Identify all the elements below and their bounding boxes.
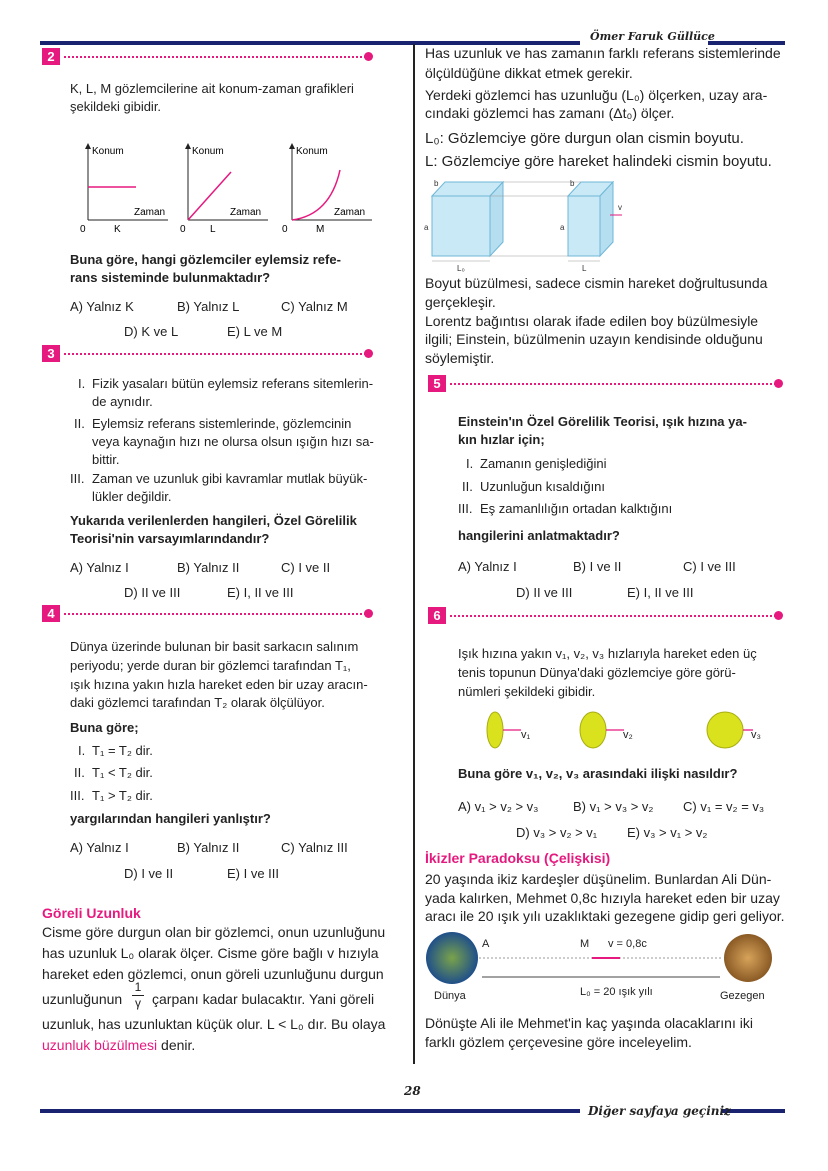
option-d[interactable]: D) II ve III (124, 585, 181, 600)
text: söylemiştir. (425, 350, 495, 366)
text: 20 yaşında ikiz kardeşler düşünelim. Bunlardan Ali Dün- (425, 871, 772, 887)
question-number: 5 (428, 375, 446, 392)
option-a[interactable]: A) Yalnız I (70, 560, 129, 575)
roman: II. (74, 765, 85, 780)
text: hareket eden gözlemci, onun göreli uzunluğunu durgun (42, 966, 384, 982)
text: yada kalırken, Mehmet 0,8c hızıyla hareket eden bir uzay (425, 890, 780, 906)
option-d[interactable]: D) v₃ > v₂ > v₁ (516, 825, 598, 840)
option-c[interactable]: C) Yalnız III (281, 840, 348, 855)
text: Has uzunluk ve has zamanın farklı referans sistemlerinde (425, 45, 781, 61)
statement: Eylemsiz referans sistemlerinde, gözlemcinin (92, 416, 352, 431)
text: periyodu; yerde duran bir gözlemci tarafından T₁, (70, 658, 351, 673)
fraction-denominator: γ (135, 996, 141, 1010)
tennis-ball-3 (707, 712, 743, 748)
option-e[interactable]: E) v₃ > v₁ > v₂ (627, 825, 708, 840)
roman: I. (78, 743, 86, 758)
text: nümleri şekildeki gibidir. (458, 684, 596, 699)
text: tenis topunun Dünya'daki gözlemciye göre görü- (458, 665, 736, 680)
text: uzunluk, has uzunluktan küçük olur. L < L₀ dır. Bu olaya (42, 1016, 386, 1032)
length-contraction-figure (420, 172, 640, 272)
svg-text:0: 0 (180, 224, 186, 235)
svg-text:L: L (210, 224, 216, 235)
divider-dot (774, 611, 783, 620)
option-c[interactable]: C) Yalnız M (281, 299, 348, 314)
text: ölçüldüğüne dikkat etmek gerekir. (425, 65, 633, 81)
text: ilgili; Einstein, büzülmenin uzayın kendisinde olduğunu (425, 331, 763, 347)
section-title: İkizler Paradoksu (Çelişkisi) (425, 850, 611, 866)
next-page-note: Diğer sayfaya geçiniz (588, 1104, 731, 1118)
option-b[interactable]: B) I ve II (573, 559, 622, 574)
question-text: rans sisteminde bulunmaktadır? (70, 270, 271, 285)
fraction-numerator: 1 (132, 980, 144, 996)
graph-k (80, 146, 168, 235)
section-title: Göreli Uzunluk (42, 905, 141, 921)
option-a[interactable]: A) Yalnız K (70, 299, 134, 314)
position-time-graphs (76, 140, 376, 240)
twin-paradox-figure (422, 925, 782, 1010)
divider (64, 56, 366, 58)
svg-text:A: A (482, 938, 490, 950)
svg-text:v₃: v₃ (751, 729, 761, 741)
page-number: 28 (404, 1084, 421, 1098)
statement: Eş zamanlılığın ortadan kalktığını (480, 501, 673, 516)
svg-text:K: K (114, 224, 121, 235)
text: uzunluğunun (42, 991, 123, 1007)
text: şekildeki gibidir. (70, 99, 162, 114)
tennis-ball-1 (487, 712, 503, 748)
svg-text:Dünya: Dünya (434, 990, 466, 1002)
option-d[interactable]: D) K ve L (124, 324, 179, 339)
text: Dünya üzerinde bulunan bir basit sarkacın salınım (70, 639, 359, 654)
svg-text:Zaman: Zaman (230, 207, 262, 218)
svg-text:M: M (316, 224, 325, 235)
text: Işık hızına yakın v₁, v₂, v₃ hızlarıyla hareket eden üç (458, 646, 757, 661)
text: Cisme göre durgun olan bir gözlemci, onun uzunluğunu (42, 924, 386, 940)
svg-text:Zaman: Zaman (134, 207, 166, 218)
divider-dot (364, 349, 373, 358)
text: ışık hızına yakın hızla hareket eden bir uzay aracın- (70, 677, 368, 692)
option-b[interactable]: B) v₁ > v₃ > v₂ (573, 799, 654, 814)
question-text: Yukarıda verilenlerden hangileri, Özel Görelilik (70, 513, 357, 528)
text: gerçekleşir. (425, 294, 496, 310)
statement: Uzunluğun kısaldığını (480, 479, 606, 494)
graph-l (180, 146, 268, 235)
graph-m (282, 146, 372, 235)
question-text: Einstein'ın Özel Görelilik Teorisi, ışık hızına ya- (458, 414, 747, 429)
highlight-term: uzunluk büzülmesi (42, 1037, 158, 1053)
divider (450, 383, 776, 385)
definition: L₀: Gözlemciye göre durgun olan cismin boyutu. (425, 130, 744, 147)
statement: T₁ = T₂ dir. (92, 743, 153, 758)
planet-image (724, 934, 772, 982)
option-e[interactable]: E) I, II ve III (227, 585, 294, 600)
divider-dot (364, 609, 373, 618)
svg-text:0: 0 (282, 224, 288, 235)
option-d[interactable]: D) II ve III (516, 585, 573, 600)
svg-text:0: 0 (80, 224, 86, 235)
divider-dot (774, 379, 783, 388)
statement: T₁ < T₂ dir. (92, 765, 153, 780)
text: Lorentz bağıntısı olarak ifade edilen boy büzülmesiyle (425, 313, 759, 329)
roman: I. (466, 456, 474, 471)
svg-text:v₂: v₂ (623, 729, 633, 741)
svg-text:Zaman: Zaman (334, 207, 366, 218)
option-d[interactable]: D) I ve II (124, 866, 174, 881)
svg-text:L₀ = 20 ışık yılı: L₀ = 20 ışık yılı (580, 986, 653, 998)
svg-text:v = 0,8c: v = 0,8c (608, 938, 647, 950)
svg-text:Konum: Konum (192, 146, 224, 157)
svg-text:M: M (580, 938, 590, 950)
question-number: 4 (42, 605, 60, 622)
roman: I. (78, 376, 86, 391)
tennis-ball-2 (580, 712, 606, 748)
question-text: Buna göre v₁, v₂, v₃ arasındaki ilişki nasıldır? (458, 766, 738, 781)
divider (450, 615, 776, 617)
column-divider (413, 44, 415, 1064)
text: Boyut büzülmesi, sadece cismin hareket doğrultusunda (425, 275, 768, 291)
text: Yerdeki gözlemci has uzunluğu (L₀) ölçerken, uzay ara- (425, 87, 768, 103)
svg-text:b: b (434, 179, 439, 188)
text-line (42, 1036, 195, 1054)
roman: III. (70, 471, 85, 486)
author: Ömer Faruk Güllüce (590, 30, 715, 43)
lead: Buna göre; (70, 720, 139, 735)
roman: II. (462, 479, 473, 494)
option-e[interactable]: E) I ve III (227, 866, 280, 881)
text: Dönüşte Ali ile Mehmet'in kaç yaşında olacaklarını iki (425, 1015, 753, 1031)
definition: L: Gözlemciye göre hareket halindeki cismin boyutu. (425, 153, 772, 170)
text: daki gözlemci tarafından T₂ olarak ölçülüyor. (70, 695, 325, 710)
question-text: kın hızlar için; (458, 432, 545, 447)
svg-text:v: v (618, 203, 622, 212)
option-e[interactable]: E) I, II ve III (627, 585, 694, 600)
text: cındaki gözlemci has zamanı (Δt₀) ölçer. (425, 105, 675, 121)
text: has uzunluk L₀ olarak ölçer. Cisme göre bağlı v hızıyla (42, 945, 379, 961)
statement: lükler değildir. (92, 489, 172, 504)
question-text: Buna göre, hangi gözlemciler eylemsiz refe- (70, 252, 341, 267)
option-c[interactable]: C) I ve III (683, 559, 736, 574)
statement: bittir. (92, 452, 120, 467)
question-number: 3 (42, 345, 60, 362)
footer-rule (722, 1109, 785, 1113)
text: çarpanı kadar bulacaktır. Yani göreli (152, 991, 375, 1007)
statement: Zamanın genişlediğini (480, 456, 607, 471)
roman: III. (458, 501, 473, 516)
option-a[interactable]: A) Yalnız I (458, 559, 517, 574)
svg-text:v₁: v₁ (521, 729, 531, 741)
text: K, L, M gözlemcilerine ait konum-zaman grafikleri (70, 81, 354, 96)
question-text: Teorisi'nin varsayımlarındandır? (70, 531, 270, 546)
text: denir. (157, 1037, 196, 1053)
divider (64, 613, 366, 615)
earth-image (426, 932, 478, 984)
option-b[interactable]: B) Yalnız II (177, 560, 240, 575)
footer-rule (40, 1109, 580, 1113)
svg-text:L: L (582, 264, 587, 272)
statement: de aynıdır. (92, 394, 153, 409)
option-c[interactable]: C) v₁ = v₂ = v₃ (683, 799, 765, 814)
statement: veya kaynağın hızı ne olursa olsun ışığın hızı sa- (92, 434, 374, 449)
roman: III. (70, 788, 85, 803)
tennis-balls-figure (475, 708, 765, 754)
svg-text:Gezegen: Gezegen (720, 990, 765, 1002)
svg-text:b: b (570, 179, 575, 188)
question-number: 2 (42, 48, 60, 65)
svg-text:a: a (424, 223, 429, 232)
svg-text:L₀: L₀ (457, 264, 465, 272)
option-b[interactable]: B) Yalnız II (177, 840, 240, 855)
text: farklı gözlem çerçevesine göre inceleyelim. (425, 1034, 692, 1050)
statement: Zaman ve uzunluk gibi kavramlar mutlak büyük- (92, 471, 368, 486)
svg-text:a: a (560, 223, 565, 232)
option-b[interactable]: B) Yalnız L (177, 299, 240, 314)
option-a[interactable]: A) Yalnız I (70, 840, 129, 855)
question-number: 6 (428, 607, 446, 624)
gamma-fraction (132, 980, 144, 1011)
statement: T₁ > T₂ dir. (92, 788, 153, 803)
divider-dot (364, 52, 373, 61)
statement: Fizik yasaları bütün eylemsiz referans sitemlerin- (92, 376, 374, 391)
svg-text:Konum: Konum (92, 146, 124, 157)
option-c[interactable]: C) I ve II (281, 560, 331, 575)
roman: II. (74, 416, 85, 431)
option-e[interactable]: E) L ve M (227, 324, 283, 339)
question-text: hangilerini anlatmaktadır? (458, 528, 620, 543)
option-a[interactable]: A) v₁ > v₂ > v₃ (458, 799, 539, 814)
svg-text:Konum: Konum (296, 146, 328, 157)
question-text: yargılarından hangileri yanlıştır? (70, 811, 271, 826)
text: aracı ile 20 ışık yılı uzaklıktaki gezegene gidip geri geliyor. (425, 908, 785, 924)
divider (64, 353, 366, 355)
